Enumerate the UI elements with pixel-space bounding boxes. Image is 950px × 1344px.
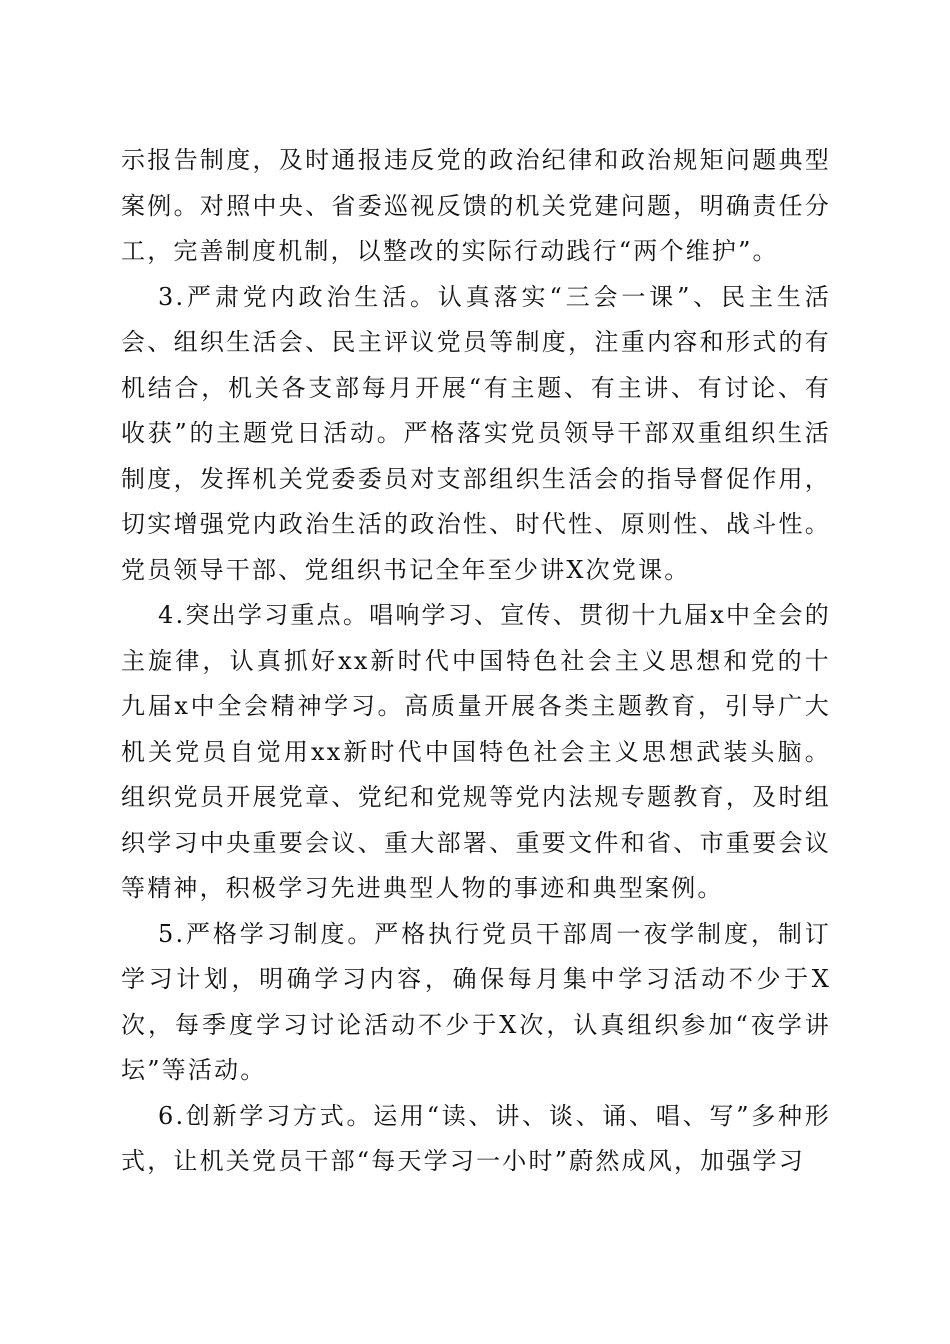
paragraph-item-4: 4.突出学习重点。唱响学习、宣传、贯彻十九届x中全会的主旋律，认真抓好xx新时代中国特色社会主义思想和党的十九届x中全会精神学习。高质量开展各类主题教育，引导广大机关党员自觉用xx新时代中国特色社会主义思想武装头脑。组织党员开展党章、党纪和党规等党内法规专题教育，及时组织学习中央重要会议、重大部署、重要文件和省、市重要会议等精神，积极学习先进典型人物的事迹和典型案例。 bbox=[121, 601, 831, 902]
document-body bbox=[121, 138, 831, 1185]
paragraph-continuation: 示报告制度，及时通报违反党的政治纪律和政治规矩问题典型案例。对照中央、省委巡视反馈的机关党建问题，明确责任分工，完善制度机制，以整改的实际行动践行“两个维护”。 bbox=[121, 146, 831, 265]
paragraph-item-5: 5.严格学习制度。严格执行党员干部周一夜学制度，制订学习计划，明确学习内容，确保每月集中学习活动不少于X次，每季度学习讨论活动不少于X次，认真组织参加“夜学讲坛”等活动。 bbox=[121, 919, 831, 1084]
paragraph-item-6: 6.创新学习方式。运用“读、讲、谈、诵、唱、写”多种形式，让机关党员干部“每天学习一小时”蔚然成风，加强学习 bbox=[121, 1101, 831, 1175]
paragraph-item-3: 3.严肃党内政治生活。认真落实“三会一课”、民主生活会、组织生活会、民主评议党员等制度，注重内容和形式的有机结合，机关各支部每月开展“有主题、有主讲、有讨论、有收获”的主题党日活动。严格落实党员领导干部双重组织生活制度，发挥机关党委委员对支部组织生活会的指导督促作用，切实增强党内政治生活的政治性、时代性、原则性、战斗性。党员领导干部、党组织书记全年至少讲X次党课。 bbox=[121, 282, 831, 584]
